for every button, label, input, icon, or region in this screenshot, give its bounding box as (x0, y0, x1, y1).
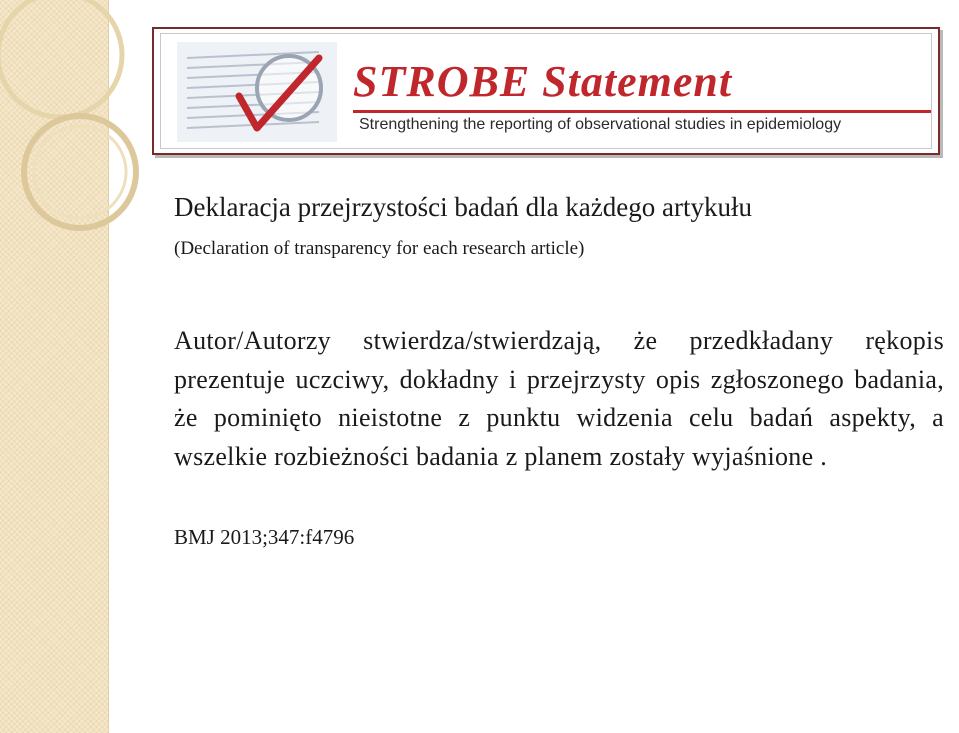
banner-divider (353, 110, 932, 113)
checkmark-document-icon (169, 36, 347, 148)
banner-title: STROBE Statement (353, 57, 733, 106)
strobe-banner-inner (160, 33, 932, 149)
decorative-rings (0, 0, 160, 260)
declaration-paragraph: Autor/Autorzy stwierdza/stwierdzają, że przedkładany rękopis prezentuje uczciwy, dokładny i przejrzysty opis zgłoszonego badania, że pominięto nieistotne z punktu widzenia celu badań aspekty, a wszelkie rozbieżności badania z planem zostały wyjaśnione . (174, 326, 944, 471)
banner-subtitle: Strengthening the reporting of observational studies in epidemiology (359, 116, 842, 133)
slide-heading: Deklaracja przejrzystości badań dla każdego artykułu (174, 192, 752, 222)
ring-bottom (24, 116, 136, 228)
slide-subheading: (Declaration of transparency for each research article) (174, 238, 585, 259)
ring-bottom-inner (34, 126, 126, 218)
citation: BMJ 2013;347:f4796 (174, 525, 355, 549)
ring-top (0, 0, 122, 117)
strobe-banner (152, 27, 940, 155)
